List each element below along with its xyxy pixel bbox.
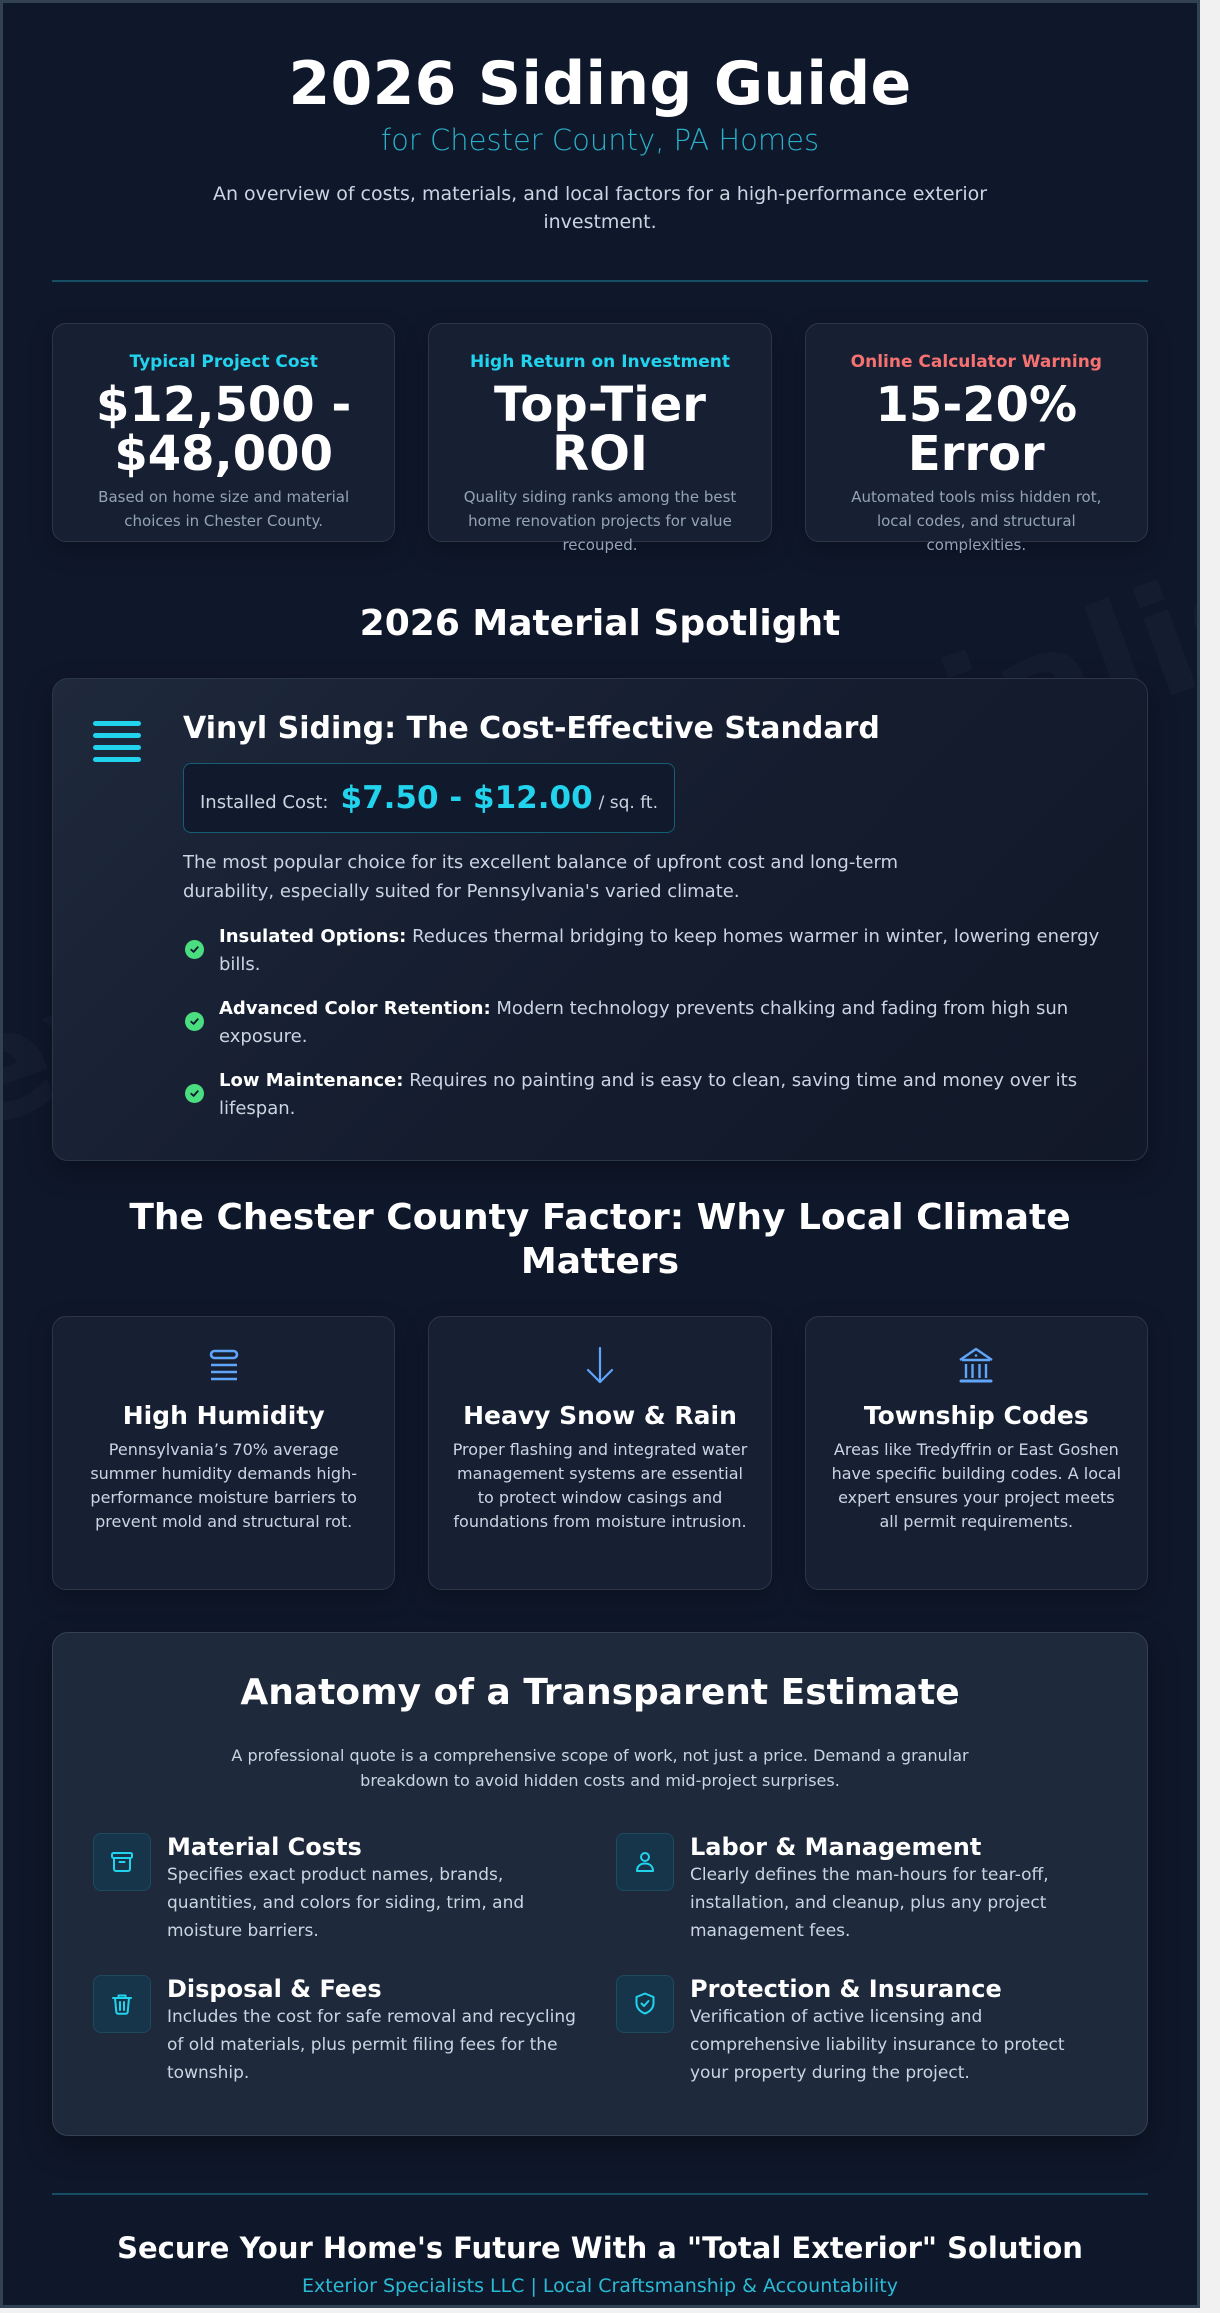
- feature-title: Advanced Color Retention:: [219, 998, 491, 1019]
- page-description: An overview of costs, materials, and local factors for a high-performance exterior investment.: [212, 183, 988, 233]
- estimate-item-text: Includes the cost for safe removal and recycling of old materials, plus permit filing fees for the township.: [167, 2007, 576, 2083]
- estimate-item-title: Disposal & Fees: [167, 1975, 382, 2003]
- spotlight-section-title: 2026 Material Spotlight: [359, 603, 841, 644]
- stat-label-warning: Online Calculator Warning: [850, 352, 1102, 372]
- climate-cards-row: [52, 1316, 1148, 1590]
- estimate-item-text: Verification of active licensing and comprehensive liability insurance to protect your property during the project.: [690, 2007, 1065, 2083]
- climate-card-text: Proper flashing and integrated water management systems are essential to protect window casings and foundations from moisture intrusion.: [452, 1440, 748, 1531]
- feature-text: Modern technology prevents chalking and fading from high sun exposure.: [219, 998, 1069, 1047]
- estimate-item-title: Protection & Insurance: [690, 1975, 1002, 2003]
- header-divider: [52, 280, 1148, 282]
- estimate-title: Anatomy of a Transparent Estimate: [240, 1672, 960, 1713]
- climate-card-township-codes: [805, 1316, 1148, 1590]
- feature-text: Requires no painting and is easy to clean, saving time and money over its lifespan.: [219, 1070, 1078, 1119]
- price-value: $7.50 - $12.00: [340, 780, 593, 816]
- material-description: The most popular choice for its excellent balance of upfront cost and long-term durability, especially suited for Pennsylvania's varied climate.: [183, 852, 899, 902]
- footer-title: Secure Your Home's Future With a "Total Exterior" Solution: [117, 2231, 1083, 2265]
- estimate-item-title: Material Costs: [167, 1833, 362, 1861]
- estimate-item-labor-management: [616, 1833, 1107, 1945]
- installed-cost-box: [183, 763, 675, 833]
- climate-card-title: High Humidity: [122, 1401, 325, 1430]
- climate-card-text: Pennsylvania’s 70% average summer humidity demands high-performance moisture barriers to prevent mold and structural rot.: [90, 1440, 357, 1531]
- stat-note: Based on home size and material choices in Chester County.: [98, 488, 350, 530]
- stats-row: [52, 323, 1148, 554]
- footer: [52, 2195, 1148, 2300]
- stat-value: 15-20% Error: [875, 377, 1078, 482]
- stat-note: Quality siding ranks among the best home renovation projects for value recouped.: [463, 488, 737, 554]
- estimate-item-disposal-fees: [93, 1975, 584, 2087]
- humidity-icon: [75, 1345, 372, 1385]
- user-icon: [616, 1833, 674, 1891]
- price-label: Installed Cost:: [200, 792, 329, 813]
- shield-check-icon: [616, 1975, 674, 2033]
- page-title: 2026 Siding Guide: [288, 49, 912, 119]
- feature-item: [183, 923, 1143, 979]
- arrow-down-icon: [451, 1345, 748, 1385]
- climate-section-title: The Chester County Factor: Why Local Climate Matters: [129, 1197, 1071, 1282]
- stat-value: $12,500 - $48,000: [96, 377, 352, 482]
- page-subtitle: for Chester County, PA Homes: [380, 123, 820, 157]
- feature-item: [183, 995, 1143, 1051]
- stat-value: Top-Tier ROI: [493, 377, 706, 482]
- footer-tagline: Exterior Specialists LLC | Local Craftsmanship & Accountability: [302, 2275, 898, 2297]
- climate-card-text: Areas like Tredyffrin or East Goshen have specific building codes. A local expert ensures your project meets all permit requirements.: [831, 1440, 1122, 1531]
- material-title: Vinyl Siding: The Cost-Effective Standard: [183, 711, 880, 746]
- material-spotlight-card: [52, 678, 1148, 1161]
- climate-card-snow-rain: [428, 1316, 771, 1590]
- archive-box-icon: [93, 1833, 151, 1891]
- feature-text: Reduces thermal bridging to keep homes warmer in winter, lowering energy bills.: [219, 926, 1100, 975]
- stat-label: Typical Project Cost: [129, 352, 318, 372]
- estimate-item-title: Labor & Management: [690, 1833, 982, 1861]
- estimate-anatomy-panel: [52, 1632, 1148, 2136]
- climate-card-humidity: [52, 1316, 395, 1590]
- estimate-item-material-costs: [93, 1833, 584, 1945]
- climate-card-title: Heavy Snow & Rain: [463, 1401, 737, 1430]
- check-circle-icon: [185, 1012, 204, 1031]
- stat-note: Automated tools miss hidden rot, local codes, and structural complexities.: [851, 488, 1102, 554]
- siding-lines-icon: [93, 721, 141, 763]
- stat-card-roi: [428, 323, 771, 554]
- feature-title: Low Maintenance:: [219, 1070, 404, 1091]
- estimate-item-text: Clearly defines the man-hours for tear-off, installation, and cleanup, plus any project management fees.: [690, 1865, 1049, 1941]
- price-unit: / sq. ft.: [598, 793, 658, 813]
- check-circle-icon: [185, 940, 204, 959]
- stat-card-project-cost: [52, 323, 395, 542]
- feature-item: [183, 1067, 1143, 1123]
- hero-header: [52, 3, 1148, 236]
- climate-card-title: Township Codes: [863, 1401, 1089, 1430]
- trash-icon: [93, 1975, 151, 2033]
- stat-card-calculator-warning: [805, 323, 1148, 554]
- check-circle-icon: [185, 1084, 204, 1103]
- building-icon: [828, 1345, 1125, 1385]
- estimate-item-protection-insurance: [616, 1975, 1107, 2087]
- stat-label: High Return on Investment: [470, 352, 730, 372]
- feature-title: Insulated Options:: [219, 926, 407, 947]
- estimate-items-grid: [93, 1833, 1107, 2087]
- estimate-description: A professional quote is a comprehensive scope of work, not just a price. Demand a granular breakdown to avoid hidden costs and mid-project surprises.: [231, 1746, 969, 1790]
- estimate-item-text: Specifies exact product names, brands, quantities, and colors for siding, trim, and moisture barriers.: [167, 1865, 525, 1941]
- feature-list: [183, 923, 1107, 1123]
